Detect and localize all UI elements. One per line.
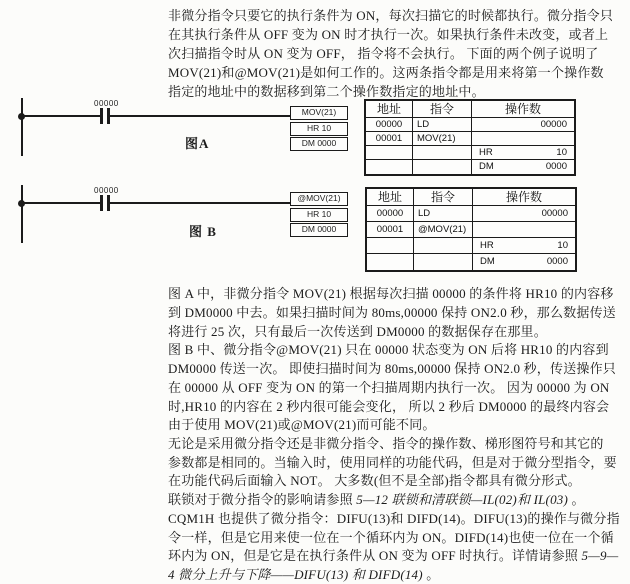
table-cell-operand: [472, 146, 574, 160]
instruction-mnemonic-cell: @MOV(21): [290, 192, 348, 206]
column-header-instruction: 指令: [413, 101, 472, 118]
instruction-operand-cell: DM 0000: [290, 223, 348, 237]
table-cell-operand: [473, 222, 575, 238]
reference-text: 联锁对于微分指令的影响请参照: [168, 492, 357, 507]
body-line: 时,HR10 的内容在 2 秒内很可能会变化， 所以 2 秒后 DM0000 的最终内容会: [168, 399, 610, 414]
reference-title-italic: 4 微分上升与下降——DIFU(13) 和 DIFD(14): [168, 567, 423, 582]
table-cell-operand: [472, 132, 574, 146]
table-cell-address: [366, 160, 413, 174]
instruction-operand-cell: DM 0000: [290, 137, 348, 151]
table-cell-operand: [473, 254, 575, 270]
contact-symbol: [100, 108, 103, 124]
table-cell-instruction: LD: [414, 206, 473, 222]
reference-text: 。: [568, 492, 585, 507]
mnemonic-table-b: [365, 187, 577, 272]
body-line: CQM1H 也提供了微分指令：DIFU(13)和 DIFD(14)。DIFU(13)的操作与微分指: [168, 511, 620, 526]
body-line: 到 DM0000 中去。如果扫描时间为 80ms,00000 保持 ON2.0 秒，那么数据传送: [168, 305, 616, 320]
operand-value: 10: [557, 240, 568, 251]
table-cell-operand: [472, 118, 574, 132]
body-line: 参数都是相同的。当输入时，使用同样的功能代码，但是对于微分型指令，要: [168, 455, 617, 470]
operand-area: HR: [479, 147, 493, 158]
body-line: DM0000 传送一次。 即使扫描时间为 80ms,00000 保持 ON2.0 秒，传送操作只: [168, 361, 616, 376]
column-header-address: 地址: [367, 189, 414, 206]
table-cell-operand: [473, 206, 575, 222]
table-cell-instruction: [413, 146, 472, 160]
body-line: 图 B 中、微分指令@MOV(21) 只在 00000 状态变为 ON 后将 HR10 的内容到: [168, 342, 609, 357]
mnemonic-table-a: [364, 99, 576, 176]
reference-text: 。: [422, 567, 440, 582]
table-cell-instruction: [414, 254, 473, 270]
operand-area: DM: [479, 161, 494, 172]
table-cell-address: [367, 254, 414, 270]
body-line: 无论是采用微分指令还是非微分指令、指令的操作数、梯形图符号和其它的: [168, 436, 604, 451]
column-header-operand: 操作数: [472, 101, 574, 118]
table-cell-instruction: [413, 160, 472, 174]
intro-line: 指定的地址中的数据移到第二个操作数指定的地址中。: [168, 84, 485, 99]
body-line: 由于使用 MOV(21)或@MOV(21)而可能不同。: [168, 417, 436, 432]
instruction-block: [290, 192, 348, 239]
rung-wire: [23, 115, 100, 117]
table-cell-operand: [473, 238, 575, 254]
body-line: 令一样，但是它用来使一位在一个循环内为 ON。DIFD(14)也使一位在一个循: [168, 530, 614, 545]
rung-wire: [110, 202, 290, 204]
table-cell-instruction: @MOV(21): [414, 222, 473, 238]
table-cell-instruction: LD: [413, 118, 472, 132]
body-line-reference-difu-lead: [168, 546, 620, 565]
table-cell-address: [366, 146, 413, 160]
table-cell-address: 00000: [366, 118, 413, 132]
reference-title-italic: 5—12 联锁和清联锁—IL(02)和 IL(03): [356, 492, 569, 507]
intro-line: MOV(21)和@MOV(21)是如何工作的。这两条指令都是用来将第一个操作数: [168, 65, 604, 80]
body-line: 在功能代码后面输入 NOT。 大多数(但不是全部)指令都具有微分形式。: [168, 473, 581, 488]
intro-line: 非微分指令只要它的执行条件为 ON，每次扫描它的时候都执行。微分指令只: [168, 8, 614, 23]
table-cell-address: 00001: [366, 132, 413, 146]
figure-caption-a: 图A: [185, 136, 210, 151]
contact-address-label: 00000: [94, 186, 119, 195]
body-line-reference-difu-tail: [168, 565, 620, 584]
body-line-reference-il: [168, 490, 620, 509]
contact-symbol: [100, 195, 103, 211]
operand-value: 0000: [545, 161, 567, 172]
operand-area: HR: [480, 240, 494, 251]
table-cell-address: [367, 238, 414, 254]
operand-value: 00000: [540, 119, 567, 130]
intro-line: 次扫描指令时从 ON 变为 OFF， 指令将不会执行。 下面的两个例子说明了: [168, 46, 599, 61]
power-rail: [21, 98, 23, 156]
table-cell-instruction: [414, 238, 473, 254]
table-cell-operand: [472, 160, 574, 174]
rung-wire: [110, 115, 290, 117]
body-line: 在 00000 从 OFF 变为 ON 的第一个扫描周期内执行一次。 因为 00000 为 ON: [168, 380, 610, 395]
column-header-instruction: 指令: [414, 189, 473, 206]
body-line: 图 A 中，非微分指令 MOV(21) 根据每次扫描 00000 的条件将 HR10 的内容移: [168, 286, 614, 301]
reference-text: 环内为 ON，但是它是在执行条件从 ON 变为 OFF 时执行。详情请参照: [168, 548, 582, 563]
instruction-mnemonic-cell: MOV(21): [290, 106, 348, 120]
body-line: 将进行 25 次，只有最后一次传送到 DM0000 的数据保存在那里。: [168, 324, 547, 339]
operand-value: 0000: [546, 256, 568, 267]
figure-caption-b: 图 B: [189, 224, 217, 239]
column-header-address: 地址: [366, 101, 413, 118]
instruction-operand-cell: HR 10: [290, 208, 348, 222]
table-cell-address: 00000: [367, 206, 414, 222]
power-rail: [21, 185, 23, 243]
rung-wire: [23, 202, 100, 204]
reference-title-italic: 5—9—: [581, 548, 619, 563]
instruction-operand-cell: HR 10: [290, 122, 348, 136]
column-header-operand: 操作数: [473, 189, 575, 206]
operand-value: 10: [556, 147, 567, 158]
intro-line: 在其执行条件从 OFF 变为 ON 时才执行一次。如果执行条件未改变，或者上: [168, 27, 609, 42]
table-cell-instruction: MOV(21): [413, 132, 472, 146]
operand-area: DM: [480, 256, 495, 267]
table-cell-address: 00001: [367, 222, 414, 238]
operand-value: 00000: [541, 208, 568, 219]
instruction-block: [290, 106, 348, 153]
contact-address-label: 00000: [94, 99, 119, 108]
